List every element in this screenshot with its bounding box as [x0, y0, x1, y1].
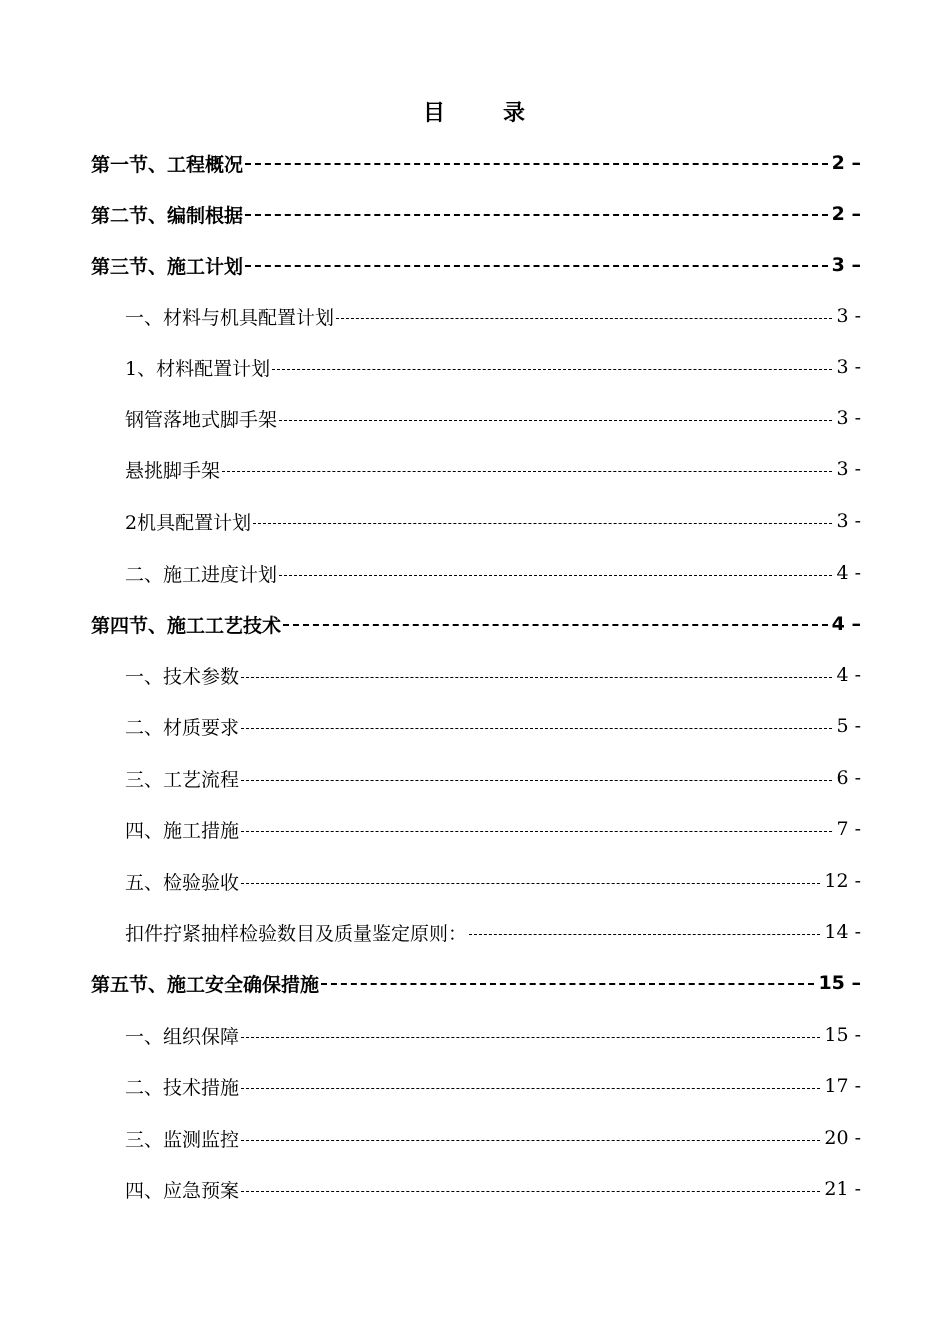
- dot-leader: [336, 318, 832, 319]
- toc-entry-page: 5 -: [836, 715, 861, 737]
- toc-entry-label: 第一节、工程概况: [91, 153, 244, 176]
- toc-entry-page: 3 -: [836, 407, 861, 429]
- toc-entry-page: 4 -: [836, 664, 861, 686]
- toc-entry[interactable]: [125, 1123, 861, 1153]
- toc-entry-label: 1、材料配置计划: [125, 357, 271, 380]
- toc-entry-page: 3 -: [836, 305, 861, 327]
- toc-entry-label: 二、技术措施: [125, 1076, 240, 1099]
- page-title: [0, 96, 950, 127]
- toc-entry[interactable]: [125, 1020, 861, 1050]
- dot-leader: [241, 831, 832, 832]
- dot-leader: [241, 1191, 820, 1192]
- dot-leader: [241, 1088, 820, 1089]
- dot-leader: [245, 163, 828, 165]
- toc-entry-label: 第四节、施工工艺技术: [91, 614, 282, 637]
- toc-entry-page: 14 -: [824, 921, 861, 943]
- toc-entry[interactable]: [125, 1071, 861, 1101]
- toc-entry-page: 4 -: [836, 562, 861, 584]
- toc-entry-label: 扣件拧紧抽样检验数目及质量鉴定原则：: [125, 922, 468, 945]
- toc-entry-label: 一、材料与机具配置计划: [125, 306, 335, 329]
- dot-leader: [283, 624, 828, 626]
- toc-entry-page: 15 –: [818, 972, 861, 994]
- toc-entry-label: 二、材质要求: [125, 716, 240, 739]
- dot-leader: [241, 728, 832, 729]
- toc-entry-page: 7 -: [836, 818, 861, 840]
- toc-entry-label: 一、技术参数: [125, 665, 240, 688]
- toc-entry[interactable]: [125, 301, 861, 331]
- toc-entry-page: 3 –: [831, 254, 861, 276]
- toc-entry-section-4[interactable]: [91, 609, 861, 639]
- toc-entry-page: 2 –: [831, 203, 861, 225]
- toc-entry[interactable]: [125, 660, 861, 690]
- toc-entry-label: 四、应急预案: [125, 1179, 240, 1202]
- toc-entry-label: 五、检验验收: [125, 871, 240, 894]
- toc-entry-label: 四、施工措施: [125, 819, 240, 842]
- dot-leader: [279, 575, 832, 576]
- toc-entry-section-2[interactable]: [91, 199, 861, 229]
- toc-entry[interactable]: [125, 814, 861, 844]
- toc-entry[interactable]: [125, 866, 861, 896]
- toc-entry[interactable]: [125, 711, 861, 741]
- toc-entry[interactable]: [125, 454, 861, 484]
- toc-entry-page: 17 -: [824, 1075, 861, 1097]
- toc-entry-label: 第三节、施工计划: [91, 255, 244, 278]
- toc-entry[interactable]: [125, 917, 861, 947]
- toc-entry-label: 一、组织保障: [125, 1025, 240, 1048]
- toc-entry[interactable]: [125, 506, 861, 536]
- toc-entry-page: 2 –: [831, 152, 861, 174]
- dot-leader: [279, 420, 832, 421]
- dot-leader: [469, 934, 820, 935]
- toc-entry-label: 2机具配置计划: [125, 511, 252, 534]
- dot-leader: [222, 471, 832, 472]
- toc-entry-page: 3 -: [836, 356, 861, 378]
- toc-entry-label: 二、施工进度计划: [125, 563, 278, 586]
- dot-leader: [241, 780, 832, 781]
- toc-entry[interactable]: [125, 352, 861, 382]
- dot-leader: [241, 1140, 820, 1141]
- toc-entry-page: 12 -: [824, 870, 861, 892]
- dot-leader: [245, 265, 828, 267]
- toc-entry-page: 15 -: [824, 1024, 861, 1046]
- toc-entry-page: 3 -: [836, 510, 861, 532]
- toc-entry-section-5[interactable]: [91, 968, 861, 998]
- toc-entry-section-3[interactable]: [91, 250, 861, 280]
- toc-entry-label: 第二节、编制根据: [91, 204, 244, 227]
- toc-entry-label: 三、工艺流程: [125, 768, 240, 791]
- dot-leader: [241, 883, 820, 884]
- title-right: 录: [503, 101, 528, 126]
- toc-entry-label: 悬挑脚手架: [125, 459, 221, 482]
- toc-entry[interactable]: [125, 1174, 861, 1204]
- toc-entry-section-1[interactable]: [91, 148, 861, 178]
- toc-entry[interactable]: [125, 403, 861, 433]
- toc-entry-page: 21 -: [824, 1178, 861, 1200]
- dot-leader: [245, 214, 828, 216]
- dot-leader: [253, 523, 832, 524]
- dot-leader: [241, 1037, 820, 1038]
- toc-entry-page: 3 -: [836, 458, 861, 480]
- dot-leader: [321, 983, 814, 985]
- toc-entry-page: 4 –: [831, 613, 861, 635]
- toc-entry-label: 第五节、施工安全确保措施: [91, 973, 320, 996]
- title-left: 目: [422, 101, 447, 126]
- toc-entry-page: 20 -: [824, 1127, 861, 1149]
- toc-entry-label: 三、监测监控: [125, 1128, 240, 1151]
- toc-entry[interactable]: [125, 763, 861, 793]
- dot-leader: [272, 369, 832, 370]
- dot-leader: [241, 677, 832, 678]
- toc-entry-label: 钢管落地式脚手架: [125, 408, 278, 431]
- toc-entry[interactable]: [125, 558, 861, 588]
- toc-entry-page: 6 -: [836, 767, 861, 789]
